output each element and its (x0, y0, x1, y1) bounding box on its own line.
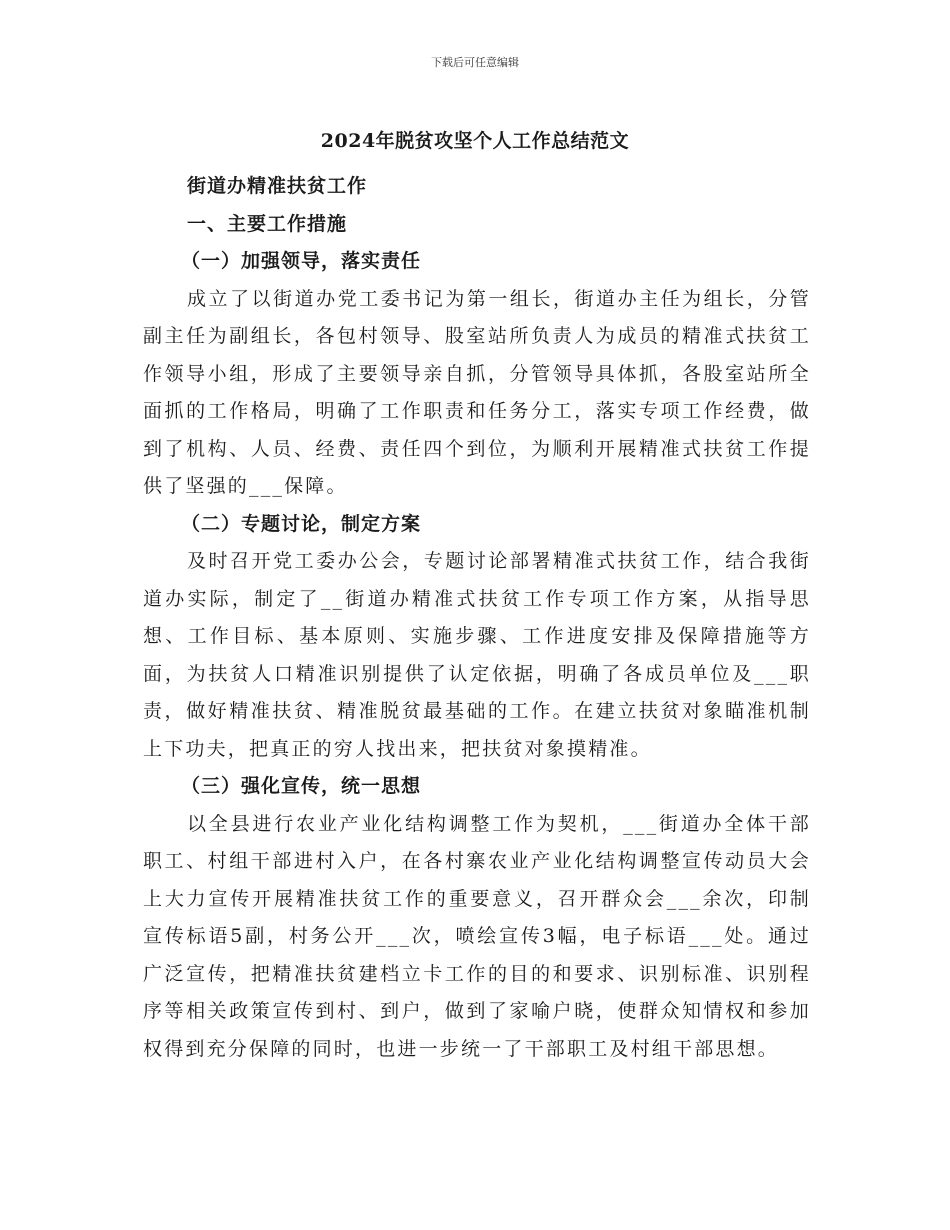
item-heading: （二）专题讨论，制定方案 (181, 512, 422, 535)
section-heading: 一、主要工作措施 (187, 212, 348, 235)
item-heading: （三）强化宣传，统一思想 (181, 775, 422, 797)
subtitle: 街道办精准扶贫工作 (187, 175, 368, 197)
item-heading: （一）加强领导，落实责任 (181, 250, 422, 272)
header-note: 下载后可任意编辑 (431, 56, 519, 69)
document-body (143, 168, 811, 1068)
item-paragraph: 以全县进行农业产业化结构调整工作为契机，___街道办全体干部职工、村组干部进村入户，在各村寨农业产业化结构调整宣传动员大会上大力宣传开展精准扶贫工作的重要意义，召开群众会___余次，印制宣传标语5副，村务公开___次，喷绘宣传3幅，电子标语___处。通过广泛宣传，把精准扶贫建档立卡工作的目的和要求、识别标准、识别程序等相关政策宣传到村、到户，做到了家喻户晓，使群众知情权和参加权得到充分保障的同时，也进一步统一了干部职工及村组干部思想。 (143, 812, 811, 1060)
item-paragraph: 成立了以街道办党工委书记为第一组长，街道办主任为组长，分管副主任为副组长，各包村领导、股室站所负责人为成员的精准式扶贫工作领导小组，形成了主要领导亲自抓，分管领导具体抓，各股室站所全面抓的工作格局，明确了工作职责和任务分工，落实专项工作经费，做到了机构、人员、经费、责任四个到位，为顺利开展精准式扶贫工作提供了坚强的___保障。 (143, 287, 811, 497)
document-title: 2024年脱贫攻坚个人工作总结范文 (320, 130, 630, 152)
item-paragraph: 及时召开党工委办公会，专题讨论部署精准式扶贫工作，结合我街道办实际，制定了__街道办精准式扶贫工作专项工作方案，从指导思想、工作目标、基本原则、实施步骤、工作进度安排及保障措施等方面，为扶贫人口精准识别提供了认定依据，明确了各成员单位及___职责，做好精准扶贫、精准脱贫最基础的工作。在建立扶贫对象瞄准机制上下功夫，把真正的穷人找出来，把扶贫对象摸精准。 (143, 550, 811, 760)
